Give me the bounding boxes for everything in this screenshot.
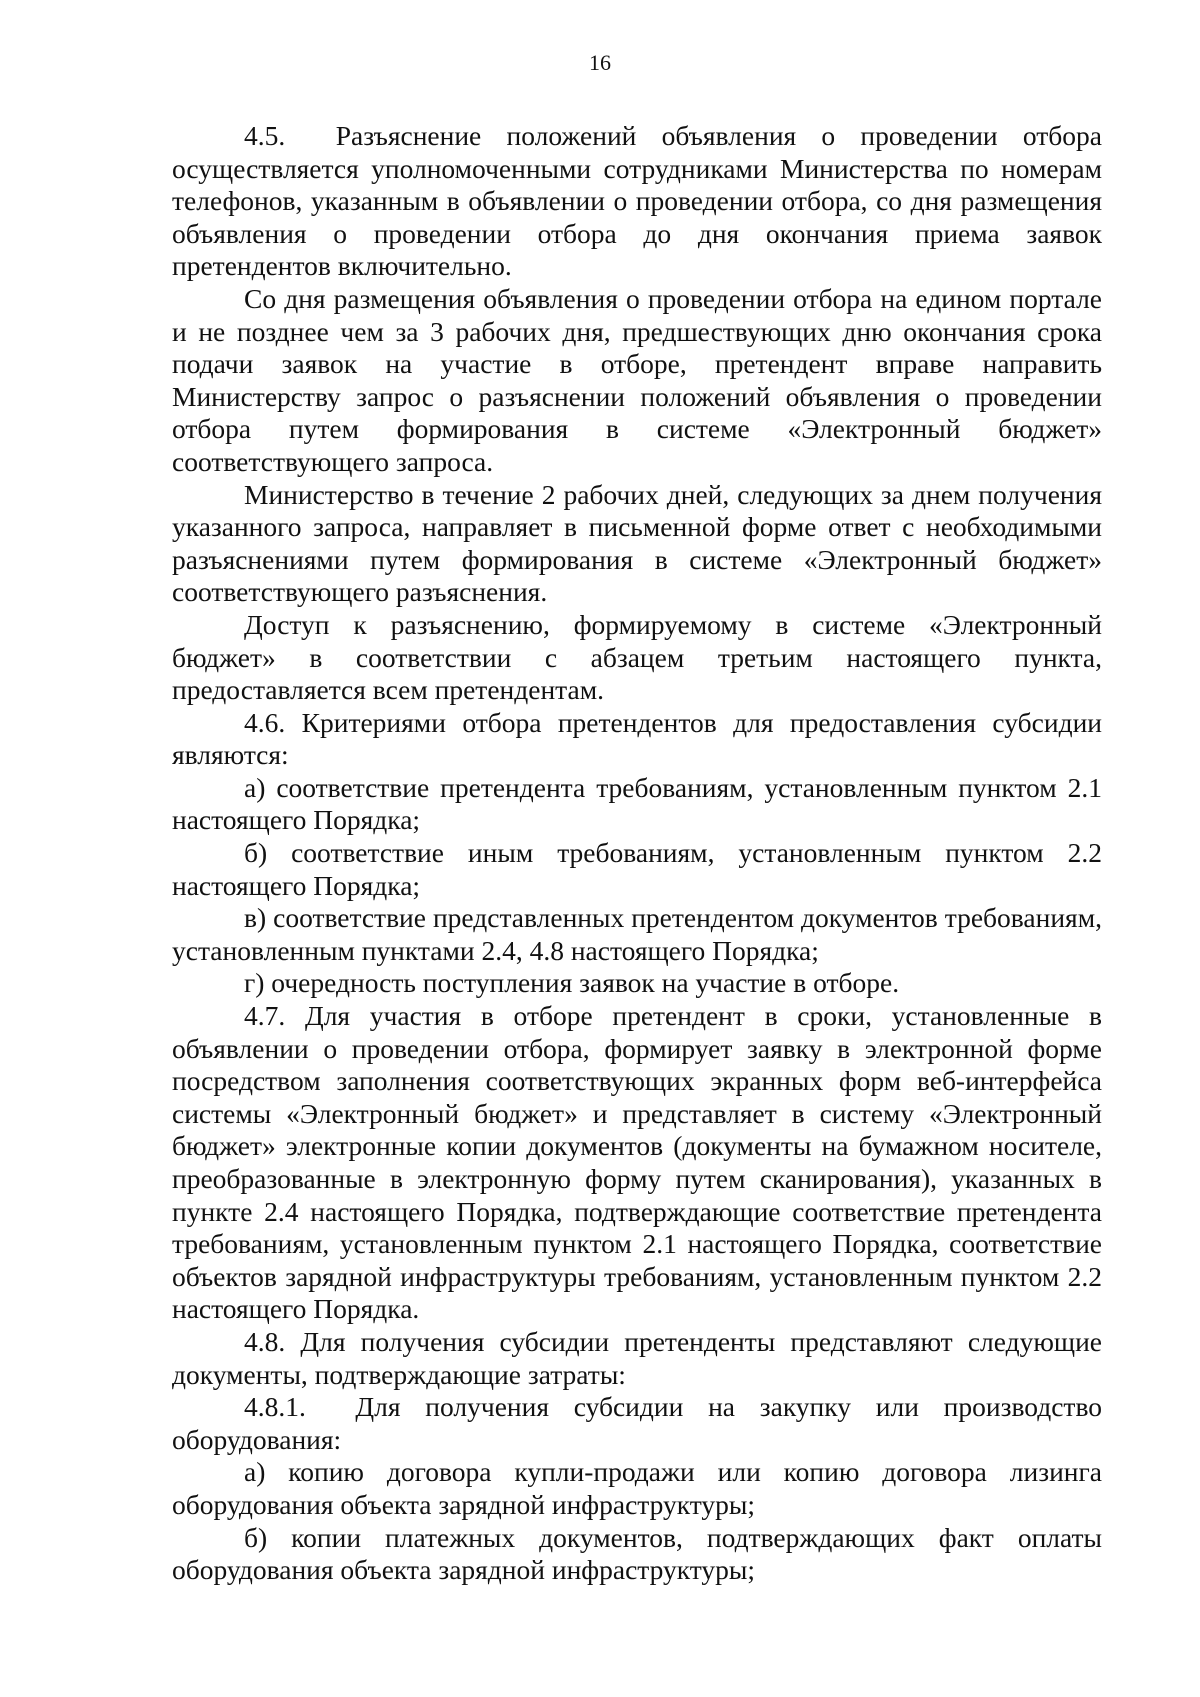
paragraph-4-5: 4.5. Разъяснение положений объявления о проведении отбора осуществляется уполномоченными сотрудниками Министерства по номерам телефонов, указанным в объявлении о проведении отбора, со дня размещения объявления о проведении отбора до дня окончания приема заявок претендентов включительно. (172, 120, 1102, 282)
list-item-document-b: б) копии платежных документов, подтверждающих факт оплаты оборудования объекта зарядной инфраструктуры; (172, 1521, 1102, 1586)
paragraph-access-to-clarification: Доступ к разъяснению, формируемому в системе «Электронный бюджет» в соответствии с абзацем третьим настоящего пункта, предоставляется всем претендентам. (172, 608, 1102, 706)
page-number: 16 (589, 50, 611, 75)
paragraph-ministry-response: Министерство в течение 2 рабочих дней, следующих за днем получения указанного запроса, направляет в письменной форме ответ с необходимыми разъяснениями путем формирования в системе «Электронный бюджет» соответствующего разъяснения. (172, 478, 1102, 608)
list-item-document-a: а) копию договора купли-продажи или копию договора лизинга оборудования объекта зарядной инфраструктуры; (172, 1456, 1102, 1520)
paragraph-4-7: 4.7. Для участия в отборе претендент в сроки, установленные в объявлении о проведении отбора, формирует заявку в электронной форме посредством заполнения соответствующих экранных форм веб-интерфейса системы «Электронный бюджет» и представляет в систему «Электронный бюджет» электронные копии документов (документы на бумажном носителе, преобразованные в электронную форму путем сканирования), указанных в пункте 2.4 настоящего Порядка, подтверждающие соответствие претендента требованиям, установленным пунктом 2.1 настоящего Порядка, соответствие объектов зарядной инфраструктуры требованиям, установленным пунктом 2.2 настоящего Порядка. (172, 1000, 1102, 1325)
list-item-criterion-a: а) соответствие претендента требованиям, установленным пунктом 2.1 настоящего Порядка; (172, 771, 1102, 836)
paragraph-4-6: 4.6. Критериями отбора претендентов для предоставления субсидии являются: (172, 706, 1102, 771)
paragraph-clarification-request: Со дня размещения объявления о проведении отбора на едином портале и не позднее чем за 3 рабочих дня, предшествующих дню окончания срока подачи заявок на участие в отборе, претендент вправе направить Министерству запрос о разъяснении положений объявления о проведении отбора путем формирования в системе «Электронный бюджет» соответствующего запроса. (172, 282, 1102, 477)
paragraph-4-8-1: 4.8.1. Для получения субсидии на закупку или производство оборудования: (172, 1391, 1102, 1455)
list-item-criterion-b: б) соответствие иным требованиям, установленным пунктом 2.2 настоящего Порядка; (172, 837, 1102, 901)
document-body (172, 120, 1102, 1587)
paragraph-4-8: 4.8. Для получения субсидии претенденты представляют следующие документы, подтверждающие затраты: (172, 1325, 1102, 1390)
list-item-criterion-d: г) очередность поступления заявок на участие в отборе. (244, 967, 900, 999)
list-item-criterion-c: в) соответствие представленных претендентом документов требованиям, установленным пунктами 2.4, 4.8 настоящего Порядка; (172, 902, 1102, 966)
